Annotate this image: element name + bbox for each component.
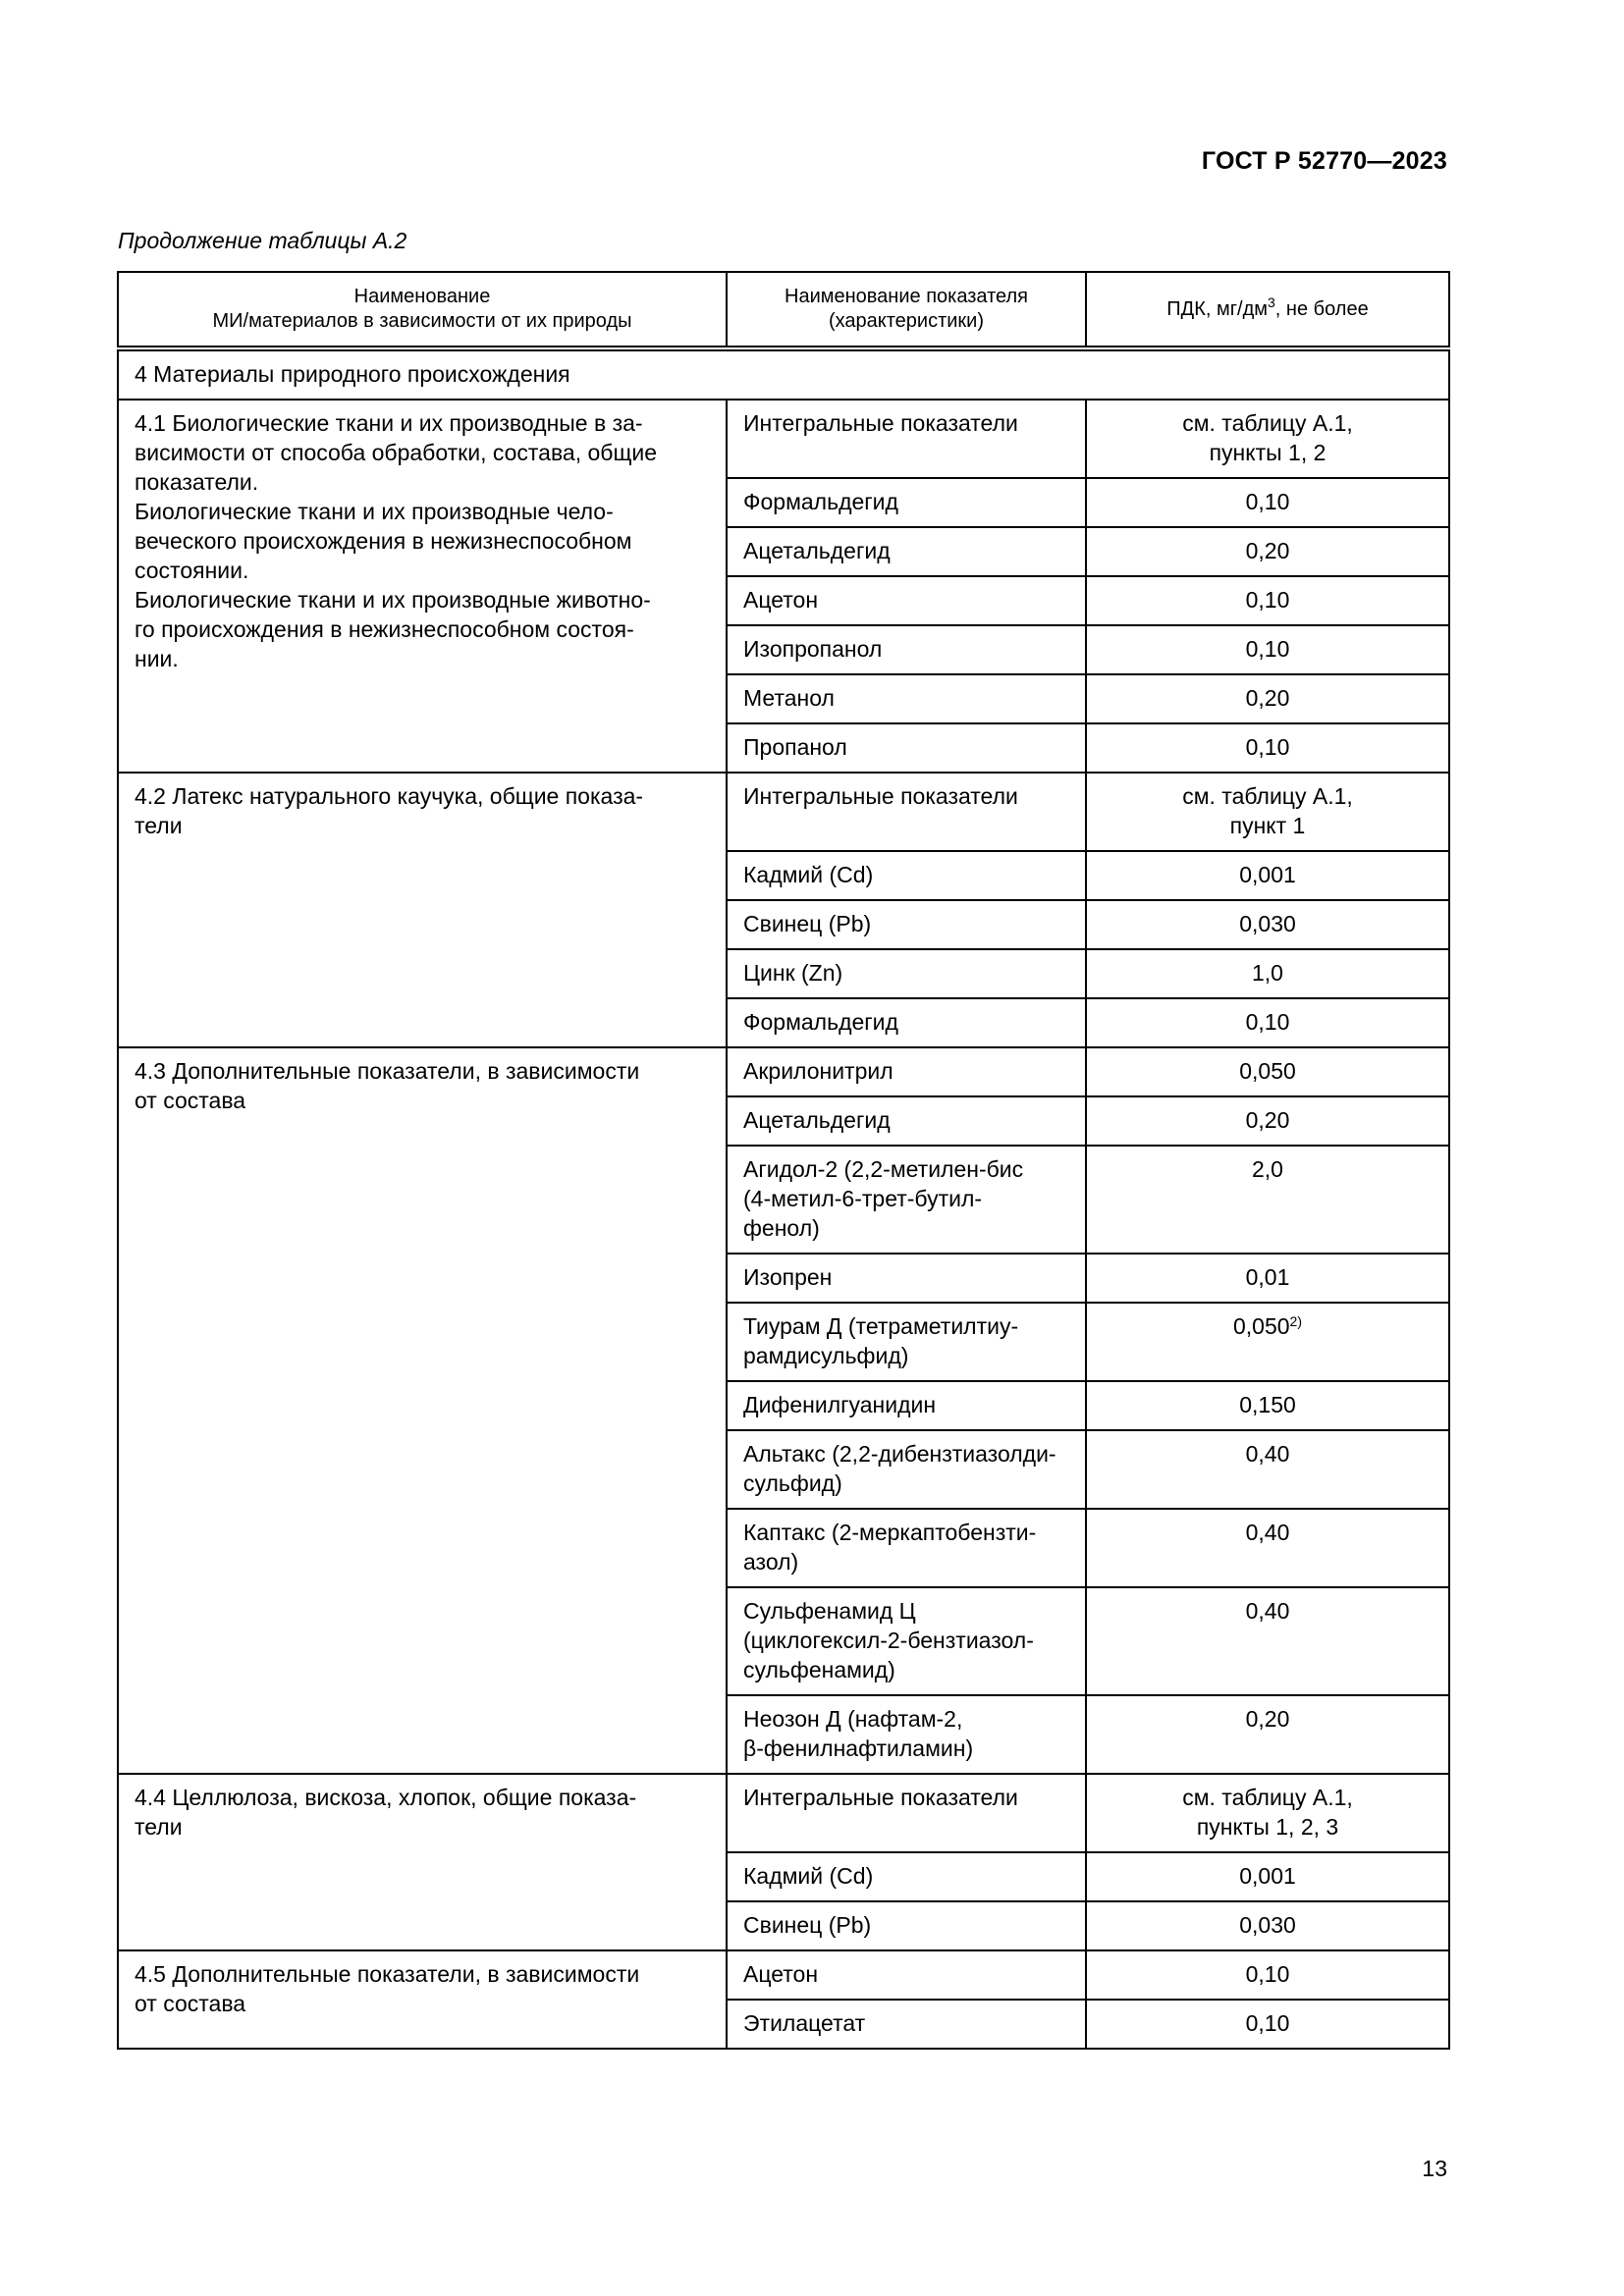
- material-line: Биологические ткани и их производные животно-: [135, 587, 651, 613]
- limit-value: 0,050: [1232, 1313, 1290, 1339]
- limit-value-cell: [1086, 1381, 1449, 1430]
- requirements-table: [117, 271, 1450, 2050]
- indicator-name: Агидол-2 (2,2-метилен-бис: [743, 1156, 1024, 1182]
- limit-value: 0,030: [1239, 1912, 1296, 1938]
- limit-value: пункт 1: [1229, 813, 1306, 838]
- indicator-name-cell: [727, 576, 1086, 625]
- limit-value: 0,20: [1245, 538, 1290, 563]
- indicator-name: Интегральные показатели: [743, 410, 1018, 436]
- indicator-name: Свинец (Pb): [743, 1912, 872, 1938]
- limit-value: 0,10: [1245, 1009, 1290, 1035]
- indicator-name: азол): [743, 1549, 799, 1575]
- indicator-name: Кадмий (Cd): [743, 1863, 874, 1889]
- table-row: [118, 1047, 1449, 1096]
- material-line: 4.2 Латекс натурального каучука, общие показа-: [135, 783, 644, 809]
- indicator-name: Метанол: [743, 685, 835, 711]
- limit-value-cell: [1086, 773, 1449, 851]
- indicator-name: Акрилонитрил: [743, 1058, 893, 1084]
- indicator-name: (циклогексил-2-бензтиазол-: [743, 1628, 1034, 1653]
- material-line: 4.4 Целлюлоза, вискоза, хлопок, общие показа-: [135, 1785, 637, 1810]
- indicator-name: Ацетон: [743, 587, 819, 613]
- indicator-name-cell: [727, 1587, 1086, 1695]
- limit-value: 0,01: [1245, 1264, 1290, 1290]
- limit-value-cell: [1086, 1774, 1449, 1852]
- material-group-cell: [118, 1774, 727, 1950]
- indicator-name-cell: [727, 400, 1086, 478]
- indicator-name-cell: [727, 674, 1086, 723]
- indicator-name-cell: [727, 1096, 1086, 1146]
- indicator-name-cell: [727, 625, 1086, 674]
- limit-value: см. таблицу А.1,: [1182, 1785, 1353, 1810]
- header-limit: [1086, 272, 1449, 348]
- limit-value: 0,20: [1245, 1107, 1290, 1133]
- limit-value-cell: [1086, 1146, 1449, 1254]
- limit-value-cell: [1086, 2000, 1449, 2049]
- material-group-cell: [118, 773, 727, 1047]
- limit-value: см. таблицу А.1,: [1182, 783, 1353, 809]
- material-group-cell: [118, 1950, 727, 2049]
- limit-value-cell: [1086, 1047, 1449, 1096]
- indicator-name-cell: [727, 723, 1086, 773]
- indicator-name: Каптакс (2-меркаптобензти-: [743, 1520, 1037, 1545]
- header-indicator-line: (характеристики): [828, 310, 985, 332]
- table-row: [118, 1774, 1449, 1852]
- limit-value: 0,10: [1245, 587, 1290, 613]
- indicator-name: Изопропанол: [743, 636, 883, 662]
- limit-value: пункты 1, 2, 3: [1196, 1814, 1339, 1840]
- material-line: 4.5 Дополнительные показатели, в зависимости: [135, 1961, 640, 1987]
- indicator-name-cell: [727, 900, 1086, 949]
- material-line: Биологические ткани и их производные чело-: [135, 499, 614, 524]
- page-number: 13: [1422, 2156, 1447, 2181]
- indicator-name: Пропанол: [743, 734, 847, 760]
- limit-value-cell: [1086, 900, 1449, 949]
- limit-value-cell: [1086, 1695, 1449, 1774]
- limit-value: 0,001: [1239, 1863, 1296, 1889]
- limit-value: 0,10: [1245, 489, 1290, 514]
- indicator-name-cell: [727, 527, 1086, 576]
- material-line: от состава: [135, 1991, 246, 2016]
- limit-value: пункты 1, 2: [1209, 440, 1326, 465]
- material-line: показатели.: [135, 469, 259, 495]
- indicator-name-cell: [727, 998, 1086, 1047]
- limit-value-cell: [1086, 1509, 1449, 1587]
- limit-value: 0,030: [1239, 911, 1296, 936]
- material-line: 4.1 Биологические ткани и их производные в за-: [135, 410, 643, 436]
- limit-value-cell: [1086, 1254, 1449, 1303]
- indicator-name: Ацетальдегид: [743, 1107, 891, 1133]
- indicator-name: Интегральные показатели: [743, 1785, 1018, 1810]
- limit-value: 0,10: [1245, 2010, 1290, 2036]
- indicator-name-cell: [727, 1303, 1086, 1381]
- header-limit-sup: 3: [1268, 294, 1275, 310]
- footnote-ref: 2): [1289, 1313, 1302, 1329]
- table-row: [118, 773, 1449, 851]
- limit-value-cell: [1086, 1430, 1449, 1509]
- material-line: состоянии.: [135, 558, 249, 583]
- indicator-name-cell: [727, 949, 1086, 998]
- material-line: тели: [135, 1814, 183, 1840]
- indicator-name: Интегральные показатели: [743, 783, 1018, 809]
- limit-value-cell: [1086, 1901, 1449, 1950]
- indicator-name: сульфид): [743, 1470, 842, 1496]
- material-line: веческого происхождения в нежизнеспособном: [135, 528, 632, 554]
- section-row: [118, 348, 1449, 400]
- indicator-name: Альтакс (2,2-дибензтиазолди-: [743, 1441, 1056, 1467]
- limit-value: 0,40: [1245, 1598, 1290, 1624]
- indicator-name: Сульфенамид Ц: [743, 1598, 916, 1624]
- indicator-name: Ацетон: [743, 1961, 819, 1987]
- material-line: нии.: [135, 646, 179, 671]
- limit-value-cell: [1086, 576, 1449, 625]
- table-header-row: [118, 272, 1449, 348]
- indicator-name: сульфенамид): [743, 1657, 895, 1682]
- limit-value-cell: [1086, 625, 1449, 674]
- limit-value: 0,10: [1245, 1961, 1290, 1987]
- limit-value-cell: [1086, 1950, 1449, 2000]
- indicator-name: Тиурам Д (тетраметилтиу-: [743, 1313, 1019, 1339]
- limit-value: 0,10: [1245, 636, 1290, 662]
- limit-value-cell: [1086, 723, 1449, 773]
- limit-value-cell: [1086, 400, 1449, 478]
- indicator-name: Дифенилгуанидин: [743, 1392, 937, 1417]
- indicator-name: Кадмий (Cd): [743, 862, 874, 887]
- limit-value: 0,150: [1239, 1392, 1296, 1417]
- indicator-name-cell: [727, 1695, 1086, 1774]
- indicator-name: (4-метил-6-трет-бутил-: [743, 1186, 983, 1211]
- table-row: [118, 400, 1449, 478]
- table-caption: Продолжение таблицы А.2: [118, 228, 407, 253]
- limit-value-cell: [1086, 1852, 1449, 1901]
- indicator-name: Формальдегид: [743, 1009, 898, 1035]
- material-line: висимости от способа обработки, состава, общие: [135, 440, 658, 465]
- material-group-cell: [118, 400, 727, 773]
- header-material: [118, 272, 727, 348]
- indicator-name-cell: [727, 1047, 1086, 1096]
- indicator-name-cell: [727, 1774, 1086, 1852]
- limit-value: 0,40: [1245, 1520, 1290, 1545]
- indicator-name-cell: [727, 773, 1086, 851]
- header-material-line: МИ/материалов в зависимости от их природы: [212, 310, 632, 332]
- limit-value-cell: [1086, 998, 1449, 1047]
- indicator-name-cell: [727, 1901, 1086, 1950]
- material-line: го происхождения в нежизнеспособном состоя-: [135, 616, 634, 642]
- limit-value: 2,0: [1252, 1156, 1283, 1182]
- indicator-name: Цинк (Zn): [743, 960, 843, 986]
- limit-value-cell: [1086, 1303, 1449, 1381]
- indicator-name-cell: [727, 478, 1086, 527]
- limit-value: см. таблицу А.1,: [1182, 410, 1353, 436]
- limit-value-cell: [1086, 674, 1449, 723]
- limit-value: 0,40: [1245, 1441, 1290, 1467]
- limit-value-cell: [1086, 1096, 1449, 1146]
- indicator-name-cell: [727, 1381, 1086, 1430]
- indicator-name: Неозон Д (нафтам-2,: [743, 1706, 963, 1732]
- indicator-name-cell: [727, 1950, 1086, 2000]
- material-line: от состава: [135, 1088, 246, 1113]
- limit-value: 0,20: [1245, 1706, 1290, 1732]
- indicator-name-cell: [727, 2000, 1086, 2049]
- limit-value: 0,050: [1239, 1058, 1296, 1084]
- indicator-name-cell: [727, 1509, 1086, 1587]
- limit-value: 0,20: [1245, 685, 1290, 711]
- indicator-name: фенол): [743, 1215, 820, 1241]
- indicator-name-cell: [727, 1254, 1086, 1303]
- material-group-cell: [118, 1047, 727, 1774]
- indicator-name: β-фенилнафтиламин): [743, 1735, 974, 1761]
- header-indicator: [727, 272, 1086, 348]
- indicator-name-cell: [727, 851, 1086, 900]
- indicator-name: Этилацетат: [743, 2010, 866, 2036]
- header-limit-prefix: ПДК, мг/дм: [1166, 297, 1268, 320]
- indicator-name: Изопрен: [743, 1264, 833, 1290]
- limit-value-cell: [1086, 1587, 1449, 1695]
- indicator-name: рамдисульфид): [743, 1343, 909, 1368]
- header-material-line: Наименование: [353, 286, 491, 307]
- indicator-name: Ацетальдегид: [743, 538, 891, 563]
- limit-value: 1,0: [1252, 960, 1283, 986]
- header-indicator-line: Наименование показателя: [785, 286, 1028, 307]
- table-row: [118, 1950, 1449, 2000]
- limit-value-cell: [1086, 851, 1449, 900]
- limit-value-cell: [1086, 949, 1449, 998]
- limit-value-cell: [1086, 478, 1449, 527]
- header-limit-suffix: , не более: [1274, 297, 1369, 320]
- limit-value: 0,001: [1239, 862, 1296, 887]
- section-title: 4 Материалы природного происхождения: [118, 348, 1449, 400]
- indicator-name: Свинец (Pb): [743, 911, 872, 936]
- limit-value-cell: [1086, 527, 1449, 576]
- standard-designation: ГОСТ Р 52770—2023: [1201, 147, 1447, 175]
- indicator-name-cell: [727, 1852, 1086, 1901]
- material-line: 4.3 Дополнительные показатели, в зависимости: [135, 1058, 640, 1084]
- limit-value: 0,10: [1245, 734, 1290, 760]
- material-line: тели: [135, 813, 183, 838]
- indicator-name: Формальдегид: [743, 489, 898, 514]
- indicator-name-cell: [727, 1430, 1086, 1509]
- indicator-name-cell: [727, 1146, 1086, 1254]
